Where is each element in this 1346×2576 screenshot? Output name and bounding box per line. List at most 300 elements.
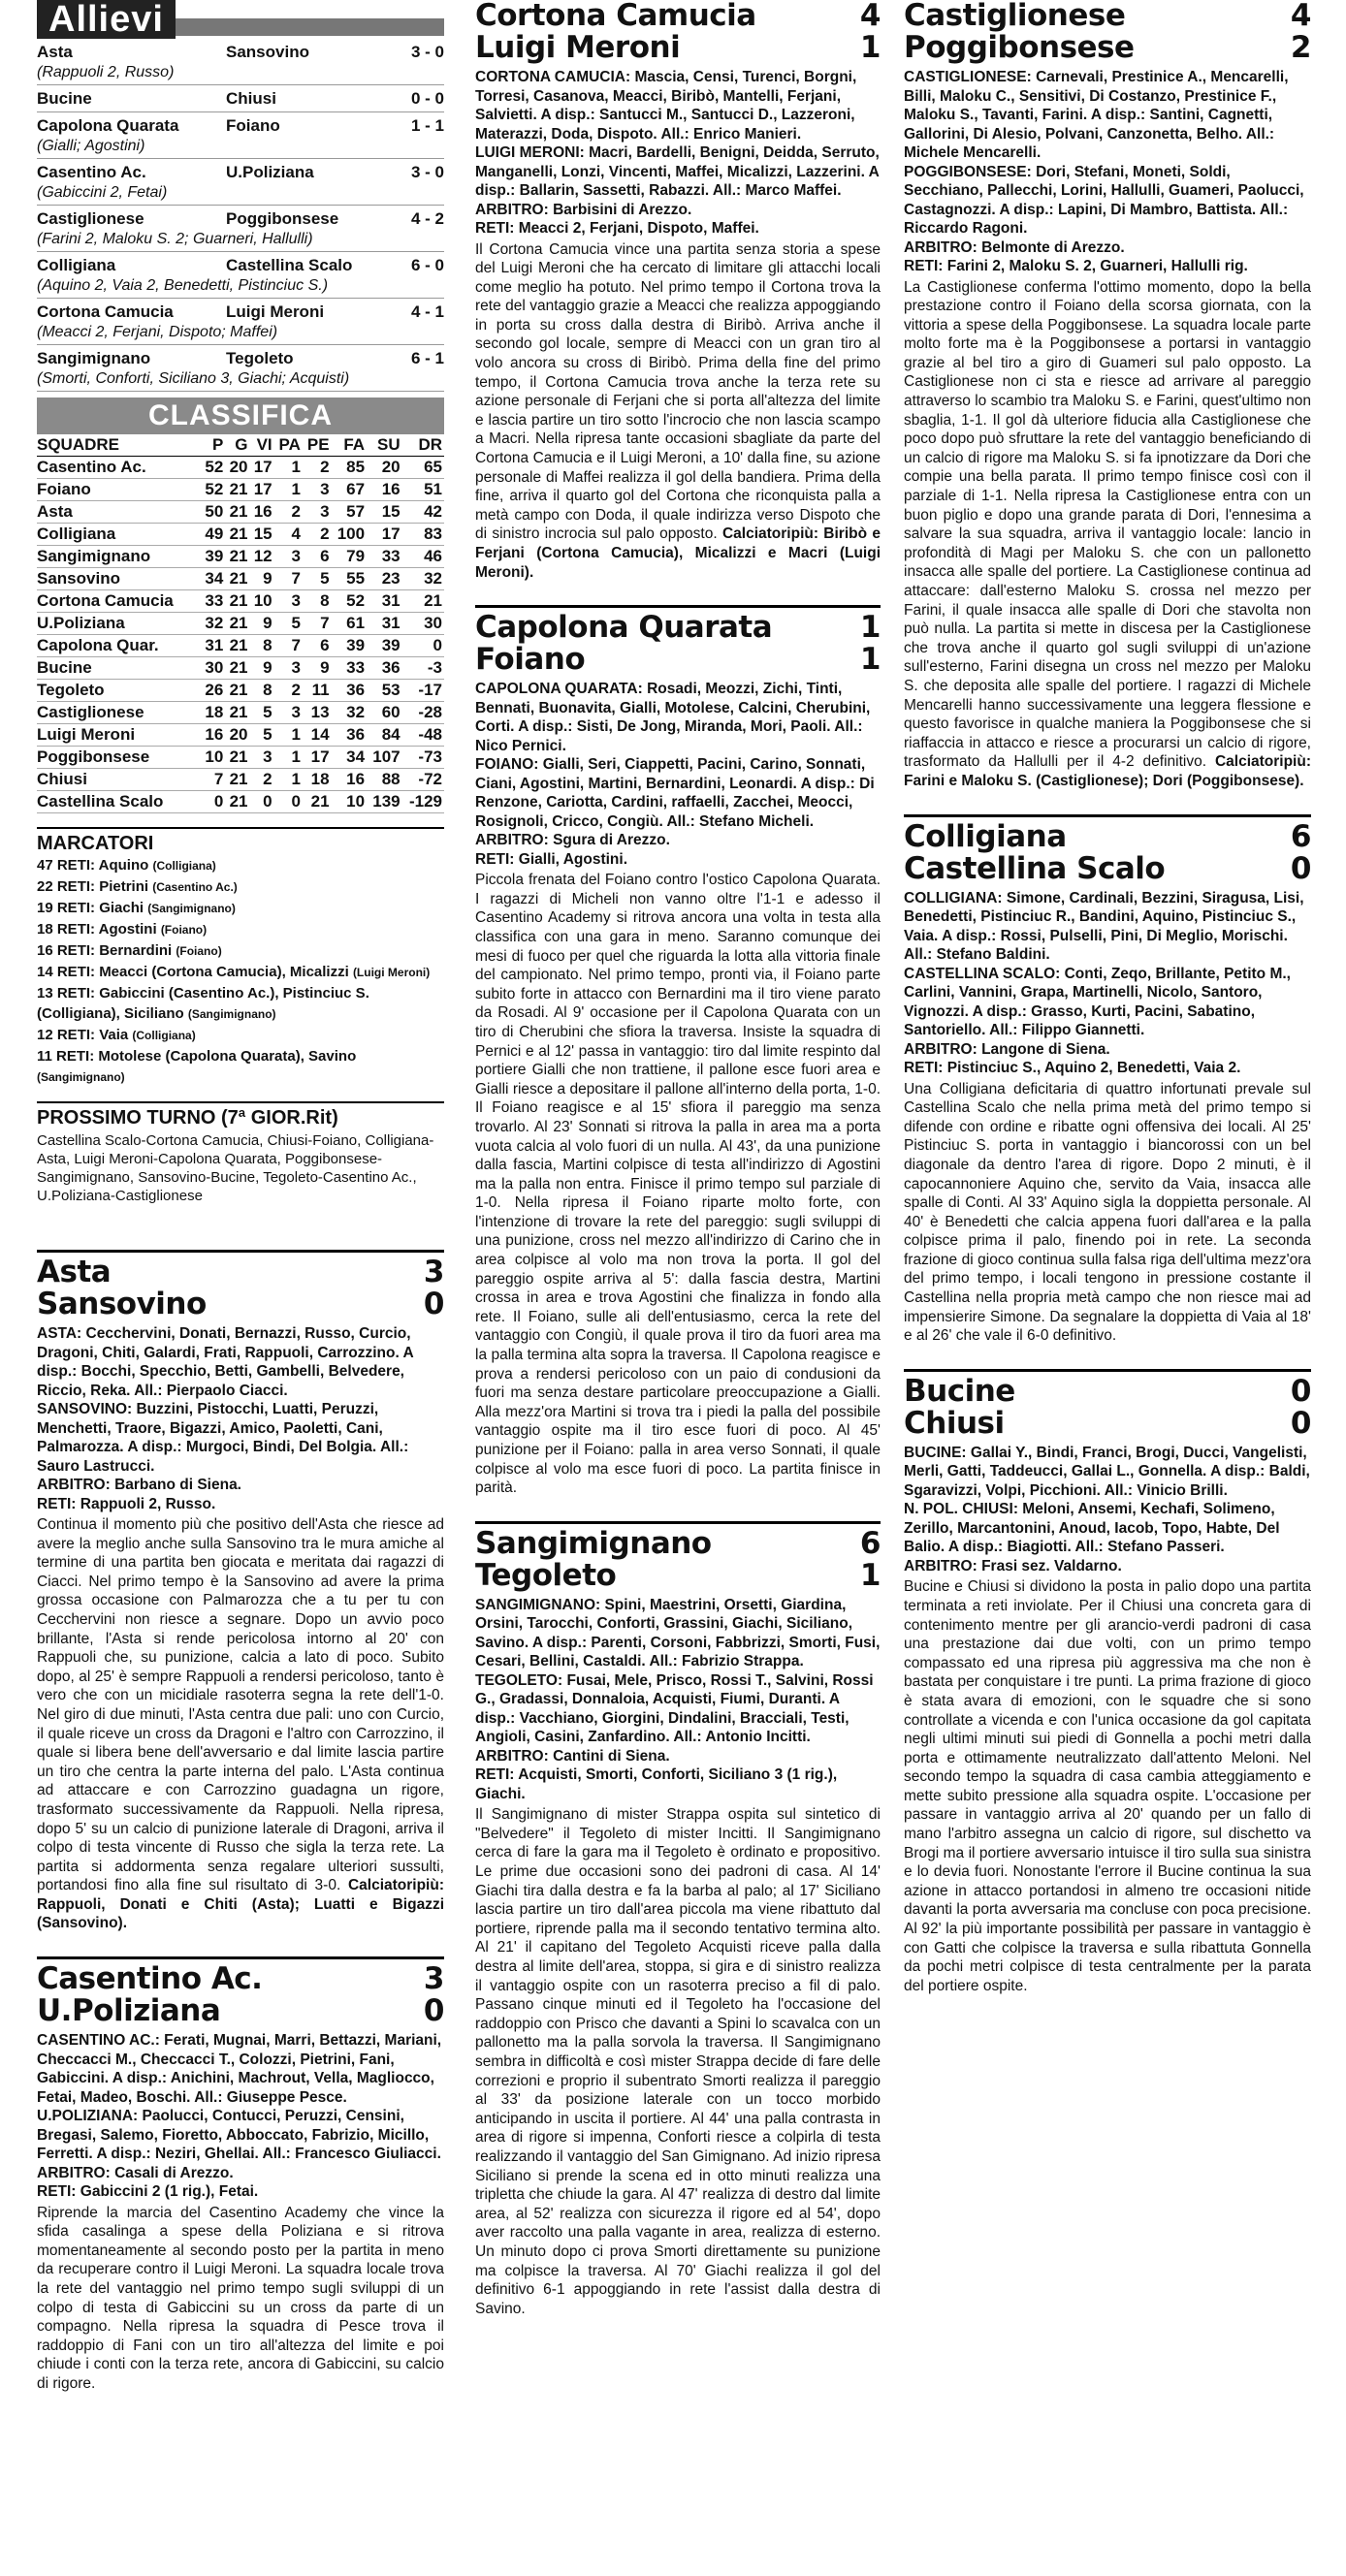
match-report-sangimignano [475, 1521, 881, 2319]
scorer-team: (Foiano) [176, 944, 222, 958]
home-team: Castiglionese [37, 209, 144, 228]
scorer-team: (Sangimignano) [37, 1070, 125, 1084]
away-team-heading: Castellina Scalo [904, 850, 1166, 886]
goals-line: RETI: Rappuoli 2, Russo. [37, 1495, 216, 1512]
match-text [904, 278, 1311, 791]
standings-header: DR [402, 434, 444, 457]
team-name: Castiglionese [37, 702, 201, 724]
stat-cell: 39 [332, 635, 368, 657]
stat-cell: 21 [225, 501, 249, 524]
stat-cell: 20 [225, 457, 249, 479]
stat-cell: 7 [303, 613, 332, 635]
stat-cell: 21 [225, 769, 249, 791]
stat-cell: 2 [274, 680, 303, 702]
away-goals: 1 [859, 1557, 881, 1593]
stat-cell: 18 [303, 769, 332, 791]
standings-header: P [201, 434, 225, 457]
scorers: (Meacci 2, Ferjani, Dispoto; Maffei) [37, 324, 278, 340]
goals-line: RETI: Farini 2, Maloku S. 2, Guarneri, Hallulli rig. [904, 258, 1248, 274]
result-item [37, 88, 444, 112]
home-goals: 4 [1290, 0, 1311, 33]
scorer-line [37, 855, 444, 876]
stat-cell: 10 [332, 791, 368, 813]
stat-cell: 3 [274, 657, 303, 680]
goal-count: 19 RETI: [37, 900, 96, 916]
stat-cell: 11 [303, 680, 332, 702]
stat-cell: 21 [225, 590, 249, 613]
stat-cell: 20 [367, 457, 402, 479]
scorer-names: Bernardini [99, 942, 173, 959]
standings-row [37, 457, 444, 479]
team-name: Asta [37, 501, 201, 524]
stat-cell: 52 [201, 479, 225, 501]
result-item [37, 162, 444, 206]
scorer-names: Gabiccini (Casentino Ac.), Pistinciuc S. (Colligiana), Siciliano [37, 985, 369, 1022]
goals-line: RETI: Pistinciuc S., Aquino 2, Benedetti, Vaia 2. [904, 1060, 1241, 1077]
scorer-team: (Casentino Ac.) [152, 880, 238, 894]
match-text [475, 1805, 881, 2318]
stat-cell: 36 [332, 724, 368, 747]
stat-cell: 51 [402, 479, 444, 501]
stat-cell: 21 [402, 590, 444, 613]
stat-cell: 3 [249, 747, 273, 769]
stat-cell: 50 [201, 501, 225, 524]
stat-cell: 8 [249, 680, 273, 702]
away-team-heading: U.Poliziana [37, 1993, 221, 2029]
goals-line: RETI: Acquisti, Smorti, Conforti, Siciliano 3 (1 rig.), Giachi. [475, 1766, 838, 1802]
stat-cell: 8 [303, 590, 332, 613]
match-narrative: Piccola frenata del Foiano contro l'ostico Capolona Quarata. I ragazzi di Micheli non vanno oltre l'1-1 e adesso il Casentino Academy si ritrova ancora una volta in testa alla classifica con una gara in meno. Saranno comunque dei mesi di fuoco per quel che riguarda la lotta alla vittoria finale del campionato. Nel primo tempo, pronti via, il Foiano parte subito forte in attacco con Bernardini ma il tiro viene parato da Rosadi. Al 9' occasione per il Capolona Quarata con un tiro di Cherubini che sfiora la traversa. Insiste la squadra di Pernici e al 12' passa in vantaggio: tiro dal limite respinto dal portiere Gialli che non trattiene, il pallone esce fuori area e Gialli riesce a depositare il pallone all'interno della porta, 1-0. Il Foiano reagisce e al 15' sfiora il pareggio ma senza trovarlo. Al 23' Sonnati si ritrova la palla in area ma a porta vuota calcia al volo fuori di un nulla. Al 43', da una punizione dalla fascia, Martini colpisce di testa all'indirizzo di Agostini ma la palla non entra. Finisce il primo tempo sul parziale di 1-0. Nella ripresa il Foiano riparte molto forte, con l'intenzione di trovare la rete del pareggio: sugli sviluppi di una punizione, cross nel mezzo all'indirizzo di Carino che in area colpisce al volo ma non trova la porta. Il gol del pareggio ospite arriva al 5': dalla fascia destra, Martini crossa in area e trova Agostini che finalizza in fondo alla rete. Il Foiano, sulle ali dell'entusiasmo, cerca la rete del vantaggio con Congiù, il quale prova il tiro da fuori area ma la palla termina alta sopra la traversa. Il Capolona reagisce e prova a rendersi pericoloso con un paio di condusioni da fuori ma senza destare particolare preoccupazione a Gialli. Alla mezz'ora Martini si trova tra i piedi la palla del possibile vantaggio ospite ma il tiro esce fuori di poco. Al 45' punizione per il Foiano: palla in area verso Sonnati, il quale colpisce al volo ma esce fuori di poco. La partita finisce in parità. [475, 872, 881, 1497]
away-lineup: FOIANO: Gialli, Seri, Ciappetti, Pacini, Carino, Sonnati, Ciani, Agostini, Martini, Bernardini, Leonardi. A disp.: Di Renzone, Cariotta, Cardini, raffaelli, Zacchei, Meocci, Rosignoli, Cricco, Congiù. All.: Stefano Micheli. [475, 756, 875, 830]
scorers: (Rappuoli 2, Russo) [37, 64, 175, 80]
goal-count: 16 RETI: [37, 942, 96, 959]
score: 4 - 2 [410, 209, 444, 228]
team-name: Sangimignano [37, 546, 201, 568]
stat-cell: 0 [201, 791, 225, 813]
match-text [475, 240, 881, 583]
standings-row [37, 657, 444, 680]
away-lineup: CASTELLINA SCALO: Conti, Zeqo, Brillante, Petito M., Carlini, Vannini, Grapa, Martinelli, Nicolo, Santoro, Vignozzi. A disp.: Grasso, Kurti, Pacini, Sabatino, Santoriello. All.: Filippo Giannetti. [904, 965, 1291, 1039]
scorer-line [37, 940, 444, 962]
stat-cell: 15 [367, 501, 402, 524]
standings-header: VI [249, 434, 273, 457]
away-team-heading: Poggibonsese [904, 30, 1135, 65]
match-report-capolona [475, 605, 881, 1498]
middle-column [475, 0, 881, 2318]
stat-cell: 7 [274, 635, 303, 657]
away-team-heading: Chiusi [904, 1405, 1005, 1441]
stat-cell: 57 [332, 501, 368, 524]
stat-cell: 2 [274, 501, 303, 524]
stat-cell: 14 [303, 724, 332, 747]
stat-cell: 30 [201, 657, 225, 680]
stat-cell: 55 [332, 568, 368, 590]
standings-row [37, 680, 444, 702]
stat-cell: 1 [274, 747, 303, 769]
away-team: Castellina Scalo [226, 256, 353, 274]
stat-cell: 16 [332, 769, 368, 791]
stat-cell: 61 [332, 613, 368, 635]
home-team-heading: Cortona Camucia [475, 0, 756, 33]
standings-header: SQUADRE [37, 434, 201, 457]
stat-cell: 2 [303, 524, 332, 546]
team-name: Luigi Meroni [37, 724, 201, 747]
home-team-heading: Casentino Ac. [37, 1961, 263, 1997]
team-name: Casentino Ac. [37, 457, 201, 479]
standings-row [37, 501, 444, 524]
scorers: (Farini 2, Maloku S. 2; Guarneri, Hallulli) [37, 231, 313, 247]
match-report-asta [37, 1250, 444, 1933]
standings-header: PE [303, 434, 332, 457]
stat-cell: 21 [225, 568, 249, 590]
stat-cell: 65 [402, 457, 444, 479]
stat-cell: -48 [402, 724, 444, 747]
away-goals: 1 [859, 30, 881, 65]
stat-cell: 5 [274, 613, 303, 635]
scorer-names: Aquino [98, 857, 149, 874]
stat-cell: 21 [225, 702, 249, 724]
scorers: (Smorti, Conforti, Siciliano 3, Giachi; Acquisti) [37, 370, 350, 387]
stat-cell: 9 [249, 568, 273, 590]
stat-cell: 5 [249, 724, 273, 747]
result-item [37, 42, 444, 85]
away-goals: 0 [423, 1287, 444, 1321]
standings-table [37, 434, 444, 813]
home-team-heading: Castiglionese [904, 0, 1126, 33]
referee: ARBITRO: Barbano di Siena. [37, 1477, 241, 1493]
stat-cell: -3 [402, 657, 444, 680]
away-team-heading: Sansovino [37, 1287, 207, 1321]
stat-cell: 36 [367, 657, 402, 680]
score: 6 - 0 [410, 256, 444, 274]
stat-cell: 12 [249, 546, 273, 568]
score: 3 - 0 [410, 43, 444, 61]
scorer-team: (Colligiana) [152, 859, 216, 873]
scorer-line [37, 962, 444, 983]
home-lineup: CORTONA CAMUCIA: Mascia, Censi, Turenci, Borgni, Torresi, Casanova, Meacci, Biribò, Mantelli, Ferjani, Salvietti. A disp.: Santucci M., Santucci D., Lazzeroni, Materazzi, Doda, Dispoto. All.: Enrico Manieri. [475, 69, 857, 143]
stat-cell: 36 [332, 680, 368, 702]
match-report-bucine [904, 1369, 1311, 1996]
best-players: Calciatoripiù: Farini e Maloku S. (Castiglionese); Dori (Poggibonsese). [904, 753, 1311, 789]
stat-cell: 1 [274, 769, 303, 791]
divider [176, 18, 444, 36]
referee: ARBITRO: Belmonte di Arezzo. [904, 239, 1125, 256]
home-team: Casentino Ac. [37, 163, 146, 181]
result-item [37, 208, 444, 252]
stat-cell: 32 [332, 702, 368, 724]
match-text [37, 2204, 444, 2394]
match-narrative: La Castiglionese conferma l'ottimo momento, dopo la bella prestazione contro il Foiano della scorsa giornata, con la vittoria a spese della Poggibonsese. La squadra locale parte molto forte ma è la Poggibonsese a portarsi in vantaggio grazie al bel tiro a giro di Guameri sul palo opposto. La Castiglionese non ci sta e riesce ad arrivare al pareggio attraverso lo scambio tra Maloku S. e Farini, quest'ultimo non sbaglia, 1-1. Il gol dà ulteriore fiducia alla Castiglionese che poco dopo può sfruttare la rete del vantaggio beneficiando di un calcio di rigore ma Maloku S. si fa ipnotizzare da Dori che compie una bella parata. Il primo tempo finisce così con il parziale di 1-1. Nella ripresa la Castiglionese entra con un buon piglio e dopo una grande parata di Dori, l'ennesima a salvare la sua squadra, arriva il vantaggio locale: lancio in profondità di Magi per Maloku S. che con un pallonetto insacca alle spalle del portiere. La Castiglionese continua ad attaccare: dall'esterno Maloku S. crossa nel mezzo per Farini, il quale insacca alle spalle di Dori che stavolta non può nulla. La partita si mette in discesa per la Castiglionese che trova anche il quarto gol sugli sviluppi di un'azione sull'esterno, Farini disegna un cross nel mezzo per Maloku S. che deposita alle spalle del portiere. I ragazzi di Michele Mencarelli hanno successivamente una leggera flessione e questo favorisce in qualche maniera la Poggibonsese che si riaffaccia in attacco e riesce a procurarsi un calcio di rigore, trasformato da Hallulli per il 4-2 definitivo. [904, 278, 1311, 771]
standings-row [37, 724, 444, 747]
stat-cell: 84 [367, 724, 402, 747]
stat-cell: 39 [201, 546, 225, 568]
home-lineup: CAPOLONA QUARATA: Rosadi, Meozzi, Zichi, Tinti, Bennati, Buonavita, Gialli, Motolese, Calcini, Cherubini, Corti. A disp.: Sisti, De Jong, Miranda, Mori, Paoli. All.: Nico Pernici. [475, 681, 871, 754]
home-team-heading: Bucine [904, 1373, 1015, 1409]
standings-row [37, 635, 444, 657]
goals-line: RETI: Meacci 2, Ferjani, Dispoto, Maffei. [475, 220, 759, 237]
stat-cell: 30 [402, 613, 444, 635]
goal-count: 22 RETI: [37, 878, 96, 895]
stat-cell: 20 [225, 724, 249, 747]
stat-cell: 10 [249, 590, 273, 613]
standings-row [37, 546, 444, 568]
stat-cell: -73 [402, 747, 444, 769]
stat-cell: 17 [367, 524, 402, 546]
away-team: Luigi Meroni [226, 302, 325, 321]
stat-cell: 5 [303, 568, 332, 590]
stat-cell: 3 [274, 702, 303, 724]
stat-cell: 2 [303, 457, 332, 479]
stat-cell: 3 [274, 546, 303, 568]
home-team: Cortona Camucia [37, 302, 174, 321]
goal-count: 13 RETI: [37, 985, 96, 1002]
stat-cell: 18 [201, 702, 225, 724]
match-report-colligiana [904, 814, 1311, 1346]
standings-row [37, 613, 444, 635]
match-narrative: Il Sangimignano di mister Strappa ospita sul sintetico di "Belvedere" il Tegoleto di mister Incitti. Il Sangimignano cerca di fare la gara ma il Tegoleto è ordinato e propositivo. Le prime due occasioni sono dei padroni di casa. Al 14' Giachi tira dalla destra e fa la barba al palo; al 17' Siciliano lascia partire un tiro dall'area piccola ma viene ribattuto dal portiere, riprende palla ma il secondo tentativo termina alto. Al 21' il capitano del Tegoleto Acquisti riceve palla dalla destra al limite dell'area, stoppa, si gira e di sinistro realizza il vantaggio ospite con un rasoterra preciso a fil di palo. Passano cinque minuti ed il Tegoleto ha l'occasione del raddoppio con Prisco che davanti a Spini lo scavalca con un pallonetto ma la palla sorvola la traversa. Il Sangimignano sembra in difficoltà e così mister Strappa decide di fare delle correzioni e proprio il subentrato Smorti realizza il pareggio al 33' da posizione laterale con un tocco morbido anticipando in uscita il portiere. Al 44' una palla contrasta in area di rigore si impenna, Conforti riesce a colpirla di testa realizzando il vantaggio del San Gimignano. Ad inizio ripresa Siciliano si prende la scena ed in otto minuti realizza una tripletta che chiude la gara. Al 47' realizza di destro dal limite area, al 52' realizza con sicurezza il rigore ed al 54', dopo aver raccolto una palla vagante in area, realizza di esterno. Un minuto dopo ci prova Smorti direttamente su punizione ma colpisce la traversa. Al 70' Giachi realizza il gol del definitivo 6-1 appoggiando in rete l'assist dalla destra di Savino. [475, 1806, 881, 2317]
goal-count: 18 RETI: [37, 921, 96, 938]
marcatori-title: MARCATORI [37, 827, 444, 855]
referee: ARBITRO: Frasi sez. Valdarno. [904, 1557, 1122, 1574]
score: 1 - 1 [410, 116, 444, 135]
scorer-names: Vaia [99, 1027, 129, 1043]
standings-header: FA [332, 434, 368, 457]
right-column [904, 0, 1311, 1995]
away-team: U.Poliziana [226, 163, 314, 181]
away-goals: 2 [1290, 30, 1311, 65]
stat-cell: 34 [332, 747, 368, 769]
stat-cell: 1 [274, 479, 303, 501]
stat-cell: 9 [249, 613, 273, 635]
match-text [475, 871, 881, 1498]
scorer-line [37, 1046, 444, 1088]
score: 3 - 0 [410, 163, 444, 181]
standings-header: PA [274, 434, 303, 457]
stat-cell: 17 [249, 479, 273, 501]
team-name: Castellina Scalo [37, 791, 201, 813]
stat-cell: 16 [367, 479, 402, 501]
home-team: Sangimignano [37, 349, 151, 367]
away-lineup: LUIGI MERONI: Macri, Bardelli, Benigni, Deidda, Serruto, Manganelli, Lonzi, Vincenti, Maffei, Micalizzi, Lazzerini. A disp.: Ballarin, Sassetti, Rabazzi. All.: Marco Maffei. [475, 144, 880, 199]
away-team-heading: Luigi Meroni [475, 30, 681, 65]
score: 0 - 0 [410, 89, 444, 108]
result-item [37, 255, 444, 299]
scorer-line [37, 983, 444, 1025]
standings-header: G [225, 434, 249, 457]
away-team: Sansovino [226, 43, 309, 61]
stat-cell: 0 [249, 791, 273, 813]
scorer-names: Motolese (Capolona Quarata), Savino [98, 1048, 357, 1065]
scorers: (Gabiccini 2, Fetai) [37, 184, 168, 201]
stat-cell: 6 [303, 546, 332, 568]
team-name: Bucine [37, 657, 201, 680]
home-lineup: ASTA: Cecchervini, Donati, Bernazzi, Russo, Curcio, Dragoni, Chiti, Galardi, Frati, Rappuoli, Carrozzino. A disp.: Bocchi, Specchio, Betti, Gambelli, Belvedere, Riccio, Reka. All.: Pierpaolo Ciacci. [37, 1325, 414, 1399]
stat-cell: 1 [274, 724, 303, 747]
match-narrative: Il Cortona Camucia vince una partita senza storia a spese del Luigi Meroni che ha cercato di limitare gli attacchi locali come meglio ha potuto. Nel primo tempo il Cortona trova la rete del vantaggio grazie a Meacci che realizza appoggiando in porta su cross dalla destra di Biribò. Arriva anche il secondo gol locale, sempre di Meacci con un gran tiro al volo ancora su cross di Biribò. Prima della fine del primo tempo, il Cortona Camucia trova anche la terza rete su azione personale di Ferjani che si porta all'altezza del limite e lascia partire un tiro sotto l'incrocio che non lascia scampo a Macri. Nella ripresa tante occasioni sbagliate da parte del Cortona Camucia e il Luigi Meroni, a 10' dalla fine, su azione personale di Maffei realizza il gol della bandiera. Prima della fine, arriva il quarto gol del Cortona che riconquista palla a metà campo con Doda, il quale indirizza verso Dispoto che di sinistro incrocia sul palo opposto. [475, 240, 881, 543]
home-lineup: BUCINE: Gallai Y., Bindi, Franci, Brogi, Ducci, Vangelisti, Merli, Gatti, Taddeucci, Gallai L., Gonnella. A disp.: Baldi, Sgaravizzi, Volpi, Picchioni. All.: Vinicio Brilli. [904, 1444, 1310, 1499]
standings-row [37, 568, 444, 590]
stat-cell: 8 [249, 635, 273, 657]
away-team-heading: Tegoleto [475, 1557, 617, 1593]
stat-cell: 5 [249, 702, 273, 724]
scorer-team: (Colligiana) [132, 1029, 196, 1042]
stat-cell: 32 [201, 613, 225, 635]
away-team: Foiano [226, 116, 280, 135]
stat-cell: 10 [201, 747, 225, 769]
referee: ARBITRO: Casali di Arezzo. [37, 2164, 234, 2181]
goals-line: RETI: Gabiccini 2 (1 rig.), Fetai. [37, 2183, 259, 2201]
home-goals: 0 [1290, 1373, 1311, 1409]
stat-cell: 9 [303, 657, 332, 680]
stat-cell: 67 [332, 479, 368, 501]
scorers: (Aquino 2, Vaia 2, Benedetti, Pistinciuc S.) [37, 277, 329, 294]
stat-cell: 0 [402, 635, 444, 657]
stat-cell: 31 [367, 590, 402, 613]
home-goals: 4 [859, 0, 881, 33]
home-team: Colligiana [37, 256, 116, 274]
stat-cell: 21 [225, 635, 249, 657]
team-name: Tegoleto [37, 680, 201, 702]
away-team: Tegoleto [226, 349, 294, 367]
away-lineup: U.POLIZIANA: Paolucci, Contucci, Peruzzi, Censini, Bregasi, Salemo, Fioretto, Abboccato, Fabrizio, Micillo, Ferretti. A disp.: Neziri, Ghellai. All.: Francesco Giuliacci. [37, 2108, 441, 2163]
match-text [37, 1515, 444, 1933]
team-name: Cortona Camucia [37, 590, 201, 613]
stat-cell: 100 [332, 524, 368, 546]
team-name: Foiano [37, 479, 201, 501]
home-team-heading: Capolona Quarata [475, 610, 773, 646]
stat-cell: 15 [249, 524, 273, 546]
stat-cell: -129 [402, 791, 444, 813]
stat-cell: 52 [201, 457, 225, 479]
home-goals: 3 [423, 1255, 444, 1289]
standings-row [37, 747, 444, 769]
stat-cell: 17 [303, 747, 332, 769]
away-goals: 0 [423, 1993, 444, 2029]
stat-cell: 3 [303, 479, 332, 501]
left-column [37, 0, 444, 2394]
referee: ARBITRO: Barbisini di Arezzo. [475, 201, 692, 218]
stat-cell: 49 [201, 524, 225, 546]
match-text [904, 1577, 1311, 1995]
stat-cell: 42 [402, 501, 444, 524]
stat-cell: 21 [225, 747, 249, 769]
match-narrative: Continua il momento più che positivo dell'Asta che riesce ad avere la meglio anche sulla Sansovino tra le mura amiche al termine di una partita ben giocata e meritata dai ragazzi di Ciacci. Nel primo tempo è la Sansovino ad avere la prima grossa occasione con Palmarozza che a tu per tu con Cecchervini non riesce a segnare. Dopo un avvio poco brillante, l'Asta si rende pericolosa intorno al 20' con Rappuoli che, su punizione, calcia a lato di poco. Subito dopo, al 25' è sempre Rappuoli a rendersi pericoloso, tanto è vero che con un micidiale rasoterra segna la rete dell'1-0. Nel giro di due minuti, l'Asta centra due pali: uno con Curcio, il quale riceve un cross da Dragoni e l'altro con Carrozzino, il quale si libera bene dell'avversario e dal limite lascia partire un tiro che centra la parte interna del palo. L'Asta continua ad attaccare e con Carrozzino guadagna un rigore, trasformato successivamente da Rappuoli. Nella ripresa, dopo 5' su un calcio di punizione laterale di Dragoni, arriva il colpo di testa vincente di Russo che sigla la terza rete. La partita si addormenta senza regalare ulteriori sussulti, portandosi fino alla fine sul risultato di 3-0. [37, 1516, 444, 1894]
match-narrative: Riprende la marcia del Casentino Academy che vince la sfida casalinga a spese della Poliziana e si ritrova momentaneamente al secondo posto per la partita in meno da recuperare contro il Luigi Meroni. La squadra locale trova la rete del vantaggio nel primo tempo sugli sviluppi di un colpo di testa di Gabiccini su un cross da parte di un compagno. Nella ripresa la squadra di Pesce trova il raddoppio di Fani con un tiro all'altezza del limite e poi chiude i conti con la terza rete, ancora di Gabiccini, su calcio di rigore. [37, 2204, 444, 2392]
prossimo-turno-title: PROSSIMO TURNO (7ª GIOR.Rit) [37, 1101, 444, 1129]
team-name: Sansovino [37, 568, 201, 590]
referee: ARBITRO: Cantini di Siena. [475, 1747, 670, 1765]
scorer-names: Agostini [98, 921, 157, 938]
scorer-team: (Foiano) [160, 923, 208, 937]
away-goals: 0 [1290, 1405, 1311, 1441]
stat-cell: 2 [249, 769, 273, 791]
stat-cell: 21 [225, 479, 249, 501]
standings-row [37, 590, 444, 613]
stat-cell: 39 [367, 635, 402, 657]
stat-cell: 3 [274, 590, 303, 613]
stat-cell: 85 [332, 457, 368, 479]
home-lineup: COLLIGIANA: Simone, Cardinali, Bezzini, Siragusa, Lisi, Benedetti, Pistinciuc R., Bandini, Aquino, Pistinciuc S., Vaia. A disp.: Rossi, Pulselli, Pini, Di Meglio, Morischi. All.: Stefano Baldini. [904, 889, 1304, 964]
standings-row [37, 524, 444, 546]
away-lineup: POGGIBONSESE: Dori, Stefani, Moneti, Soldi, Secchiano, Pallecchi, Lorini, Hallulli, Guameri, Paolucci, Castagnozzi. A disp.: Lapini, Di Mambro, Battista. All.: Riccardo Ragoni. [904, 163, 1304, 237]
stat-cell: 33 [201, 590, 225, 613]
home-team: Bucine [37, 89, 92, 108]
scorer-line [37, 898, 444, 919]
away-team: Chiusi [226, 89, 276, 108]
stat-cell: -72 [402, 769, 444, 791]
away-team: Poggibonsese [226, 209, 339, 228]
goal-count: 47 RETI: [37, 857, 96, 874]
away-team-heading: Foiano [475, 642, 586, 678]
stat-cell: -17 [402, 680, 444, 702]
match-report-castiglionese [904, 0, 1311, 791]
scorer-line [37, 876, 444, 898]
stat-cell: 21 [225, 524, 249, 546]
stat-cell: 60 [367, 702, 402, 724]
scorer-names: Meacci (Cortona Camucia), Micalizzi [99, 964, 349, 980]
result-item [37, 115, 444, 159]
stat-cell: 13 [303, 702, 332, 724]
away-lineup: N. POL. CHIUSI: Meloni, Ansemi, Kechafi, Solimeno, Zerillo, Marcantonini, Anoud, Iacob, Topo, Habte, Del Balio. A disp.: Biagiotti. All.: Stefano Passeri. [904, 1501, 1280, 1556]
home-team: Capolona Quarata [37, 116, 179, 135]
match-text [904, 1080, 1311, 1346]
match-report-cortona [475, 0, 881, 582]
home-team-heading: Asta [37, 1255, 112, 1289]
stat-cell: 21 [225, 613, 249, 635]
stat-cell: 26 [201, 680, 225, 702]
scorer-line [37, 919, 444, 940]
match-narrative: Bucine e Chiusi si dividono la posta in palio dopo una partita terminata a reti inviolate. Per il Chiusi una concreta gara di contenimento mentre per gli arancio-verdi padroni di casa una prestazione dai due volti, con un primo tempo compassato ed una ripresa più aggressiva ma che non è bastata per conquistare i tre punti. La prima frazione di gioco è stata avara di emozioni, con le squadre che si sono controllate a vicenda e con l'unica occasione da gol capitata negli ultimi minuti sui piedi di Gonnella a pochi metri dalla porta e ottimamente neutralizzato dall'attento Meloni. Nel secondo tempo la squadra di casa cambia atteggiamento e mette subito pressione alla squadra ospite. L'occasione per passare in vantaggio arriva al 20' quando per un fallo di mano l'arbitro assegna un calcio di rigore, sul dischetto va Brogi ma il portiere avversario intuisce il tiro sulla sua sinistra e lo devia fuori. Nonostante l'errore il Bucine continua la sua azione in attacco portandosi in almeno tre occasioni nitide davanti la porta avversaria ma concluse con poca precisione. Al 92' la più importante possibilità per passare in vantaggio è con Gatti che colpisce la traversa e sulla ribattuta Gonnella da pochi metri colpisce di testa centralmente per la parata del portiere ospite. [904, 1578, 1311, 1994]
stat-cell: 33 [367, 546, 402, 568]
match-narrative: Una Colligiana deficitaria di quattro infortunati prevale sul Castellina Scalo che nella prima metà del primo tempo si difende con ordine e ribatte ogni offensiva dei locali. Al 25' Pistinciuc S. porta in vantaggio i biancorossi con un bel diagonale da dentro l'area di rigore. Dopo 2 minuti, è il capocannoniere Aquino che, servito da Vaia, insacca alle spalle di Conti. Al 33' Aquino sigla la doppietta personale. Al 40' è Benedetti che calcia appena fuori dall'area e la palla colpisce prima il palo, finendo poi in rete. La seconda frazione di gioco continua sulla falsa riga dell'ultima mezz'ora del primo tempo, i locali tengono in pressione costante il Castellina nella propria metà campo che non riesce mai ad impensierire Simone. Da segnalare la doppietta di Vaia al 18' e al 26' che vale il 6-0 definitivo. [904, 1080, 1311, 1345]
stat-cell: 52 [332, 590, 368, 613]
classifica-title: CLASSIFICA [37, 398, 444, 434]
stat-cell: 9 [249, 657, 273, 680]
stat-cell: 21 [225, 657, 249, 680]
match-report-casentino [37, 1956, 444, 2393]
stat-cell: 17 [249, 457, 273, 479]
stat-cell: 4 [274, 524, 303, 546]
home-goals: 1 [859, 610, 881, 646]
referee: ARBITRO: Sgura di Arezzo. [475, 832, 670, 849]
standings-row [37, 479, 444, 501]
scorers: (Gialli; Agostini) [37, 138, 145, 154]
home-lineup: SANGIMIGNANO: Spini, Maestrini, Orsetti, Giardina, Orsini, Tarocchi, Conforti, Grassini, Giachi, Siciliano, Savino. A disp.: Parenti, Corsoni, Fabbrizzi, Smorti, Fusi, Cesari, Bellini, Castaldi. All.: Fabrizio Strappa. [475, 1596, 881, 1670]
scorer-line [37, 1025, 444, 1046]
stat-cell: 0 [274, 791, 303, 813]
home-lineup: CASENTINO AC.: Ferati, Mugnai, Marri, Bettazzi, Mariani, Checcacci M., Checcacci T., Colozzi, Pietrini, Fani, Gabiccini. A disp.: Anichini, Machrout, Vella, Magliocco, Fetai, Madeo, Boschi. All.: Giuseppe Pesce. [37, 2032, 442, 2106]
away-lineup: SANSOVINO: Buzzini, Pistocchi, Luatti, Peruzzi, Menchetti, Traore, Bigazzi, Amico, Paoletti, Cani, Palmarozza. A disp.: Murgoci, Bindi, Del Bolgia. All.: Sauro Lastrucci. [37, 1401, 409, 1475]
home-team: Asta [37, 43, 73, 61]
home-goals: 6 [1290, 818, 1311, 854]
stat-cell: 53 [367, 680, 402, 702]
score: 6 - 1 [410, 349, 444, 367]
result-item [37, 302, 444, 345]
home-team-heading: Colligiana [904, 818, 1067, 854]
result-item [37, 348, 444, 392]
scorer-team: (Luigi Meroni) [352, 966, 431, 979]
allievi-banner [37, 0, 444, 39]
scorer-team: (Sangimignano) [187, 1007, 276, 1021]
best-players: Calciatoripiù: Biribò e Ferjani (Cortona Camucia), Micalizzi e Macri (Luigi Meroni). [475, 525, 881, 581]
team-name: Capolona Quar. [37, 635, 201, 657]
home-goals: 3 [423, 1961, 444, 1997]
stat-cell: 31 [201, 635, 225, 657]
stat-cell: -28 [402, 702, 444, 724]
team-name: Chiusi [37, 769, 201, 791]
standings-row [37, 769, 444, 791]
section-title: Allievi [37, 0, 176, 39]
